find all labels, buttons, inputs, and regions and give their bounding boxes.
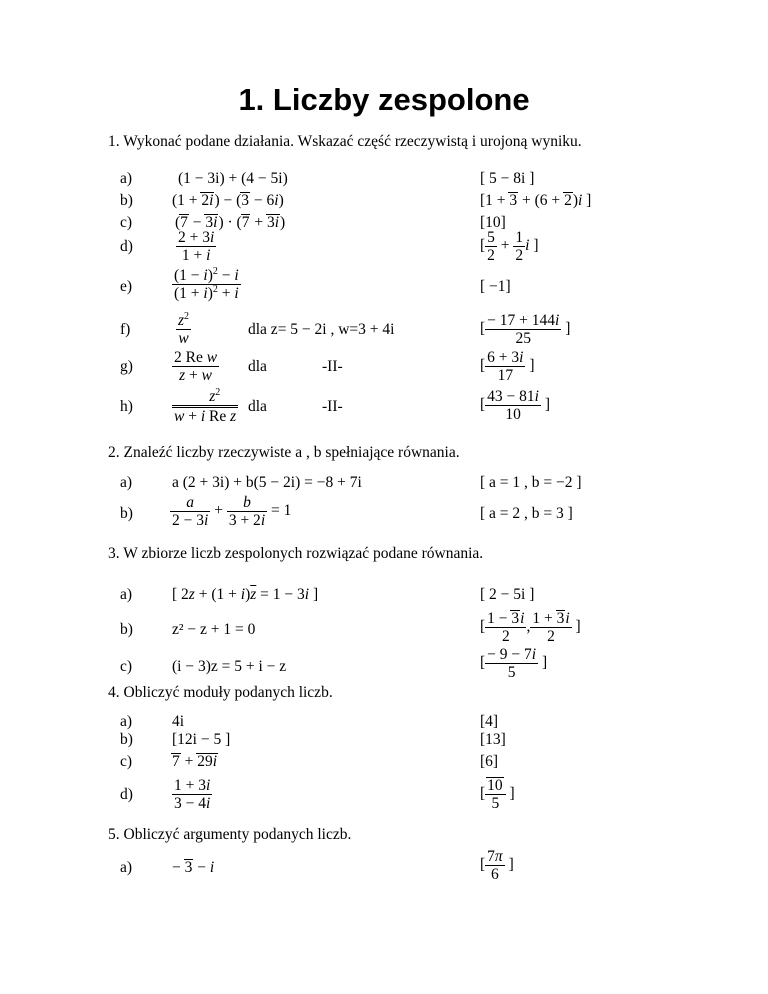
section-4-heading: 4. Obliczyć moduły podanych liczb. [108,684,333,701]
s3-answer-b: [ $\frac{1 - 3i}{2}$ , $\frac{1 + 3i}{2}$ ] [480,610,581,645]
s1-cond-h: dla [248,398,267,415]
s3-expr-c: (i − 3)z = 5 + i − z [172,658,287,675]
s3-label-b: b) [120,621,133,638]
s1-label-g: g) [120,358,133,375]
s3-expr-a: [ $2z + (1 + i)\overline{z} = 1 - 3i$ ] [172,586,319,603]
s1-expr-c: (7 − 3i) · (7 + 3i) [175,214,286,231]
s2-expr-b: $\frac{a}{2 - 3i}$ + $\frac{b}{3 + 2i}$ = 1 [172,494,292,529]
s5-expr-a: − 3 − i [172,859,215,876]
s2-label-b: b) [120,505,133,522]
s1-label-f: f) [120,321,131,338]
s3-answer-c: [ $\frac{- 9 - 7i}{5}$ ] [480,646,548,681]
s3-answer-a: [ 2 − 5i ] [480,586,535,603]
s1-cond-f: dla z= 5 − 2i , w=3 + 4i [248,321,395,338]
page-title: 1. Liczby zespolone [238,82,530,117]
s1-expr-d: $\frac{2 + 3i}{1 + i}$ [178,229,215,264]
s1-label-h: h) [120,398,133,415]
section-1-heading: 1. Wykonać podane działania. Wskazać część rzeczywistą i urojoną wyniku. [108,133,582,150]
s2-label-a: a) [120,474,133,491]
s1-mark-h: -II- [322,398,343,415]
s4-label-a: a) [120,713,133,730]
s3-label-a: a) [120,586,133,603]
s4-expr-b: [12i − 5 ] [172,731,231,748]
s1-expr-g: $\frac{\text{2 Re w}}{z + w}$ [174,349,218,384]
section-3-heading: 3. W zbiorze liczb zespolonych rozwiązać podane równania. [108,545,484,562]
s1-answer-h: [ $\frac{43 - 81i}{10}$ ] [480,388,551,423]
s1-label-d: d) [120,238,133,255]
s2-answer-b: [ a = 2 , b = 3 ] [480,505,573,522]
s1-answer-a: [ 5 − 8i ] [480,170,535,187]
s2-expr-a: a (2 + 3i) + b(5 − 2i) = −8 + 7i [172,474,362,491]
s2-answer-a: [ a = 1 , b = −2 ] [480,474,582,491]
s1-label-e: e) [120,278,133,295]
s1-expr-h: $\frac{z^2}{\text{w + i Re z}}$ [174,386,237,425]
s4-expr-c: 7 + 29i [172,753,218,770]
s1-label-a: a) [120,170,133,187]
s3-label-c: c) [120,658,133,675]
s1-answer-f: [ $\frac{- 17 + 144i}{25}$ ] [480,312,571,347]
s3-expr-b: z² − z + 1 = 0 [172,621,256,638]
s4-answer-b: [13] [480,731,506,748]
s1-answer-e: [ −1] [480,278,511,295]
s1-label-b: b) [120,192,133,209]
s1-expr-a: (1 − 3i) + (4 − 5i) [178,170,288,187]
s4-answer-a: [4] [480,713,499,730]
s1-mark-g: -II- [322,358,343,375]
s1-answer-g: [ $\frac{6 + 3i}{17}$ ] [480,349,535,384]
s1-expr-f: $\frac{z^2}{w}$ [178,310,190,347]
s1-expr-e: $\frac{(1 - i)^2 - i}{(1 + i)^2 + i}$ [174,265,239,302]
s4-label-d: d) [120,786,133,803]
s4-label-b: b) [120,731,133,748]
s4-answer-d: [ $\frac{10}{5}$ ] [480,777,515,812]
s4-expr-a: 4i [172,713,185,730]
s4-label-c: c) [120,753,133,770]
s4-expr-d: $\frac{1 + 3i}{3 - 4i}$ [174,777,211,812]
s5-label-a: a) [120,859,133,876]
s1-label-c: c) [120,214,133,231]
section-5-heading: 5. Obliczyć argumenty podanych liczb. [108,826,352,843]
s1-answer-d: [ $\frac{5}{2}$ + $\frac{1}{2}$ i ] [480,229,539,264]
s1-answer-c: [10] [480,214,506,231]
s1-answer-b: [1 + 3 + (6 + 2)i ] [480,192,592,209]
s1-cond-g: dla [248,358,267,375]
s4-answer-c: [6] [480,753,499,770]
section-2-heading: 2. Znaleźć liczby rzeczywiste a , b spełniające równania. [108,444,460,461]
s1-expr-b: (1 + 2i) − (3 − 6i) [172,192,284,209]
s5-answer-a: [ $\frac{7\pi}{6}$ ] [480,848,514,883]
